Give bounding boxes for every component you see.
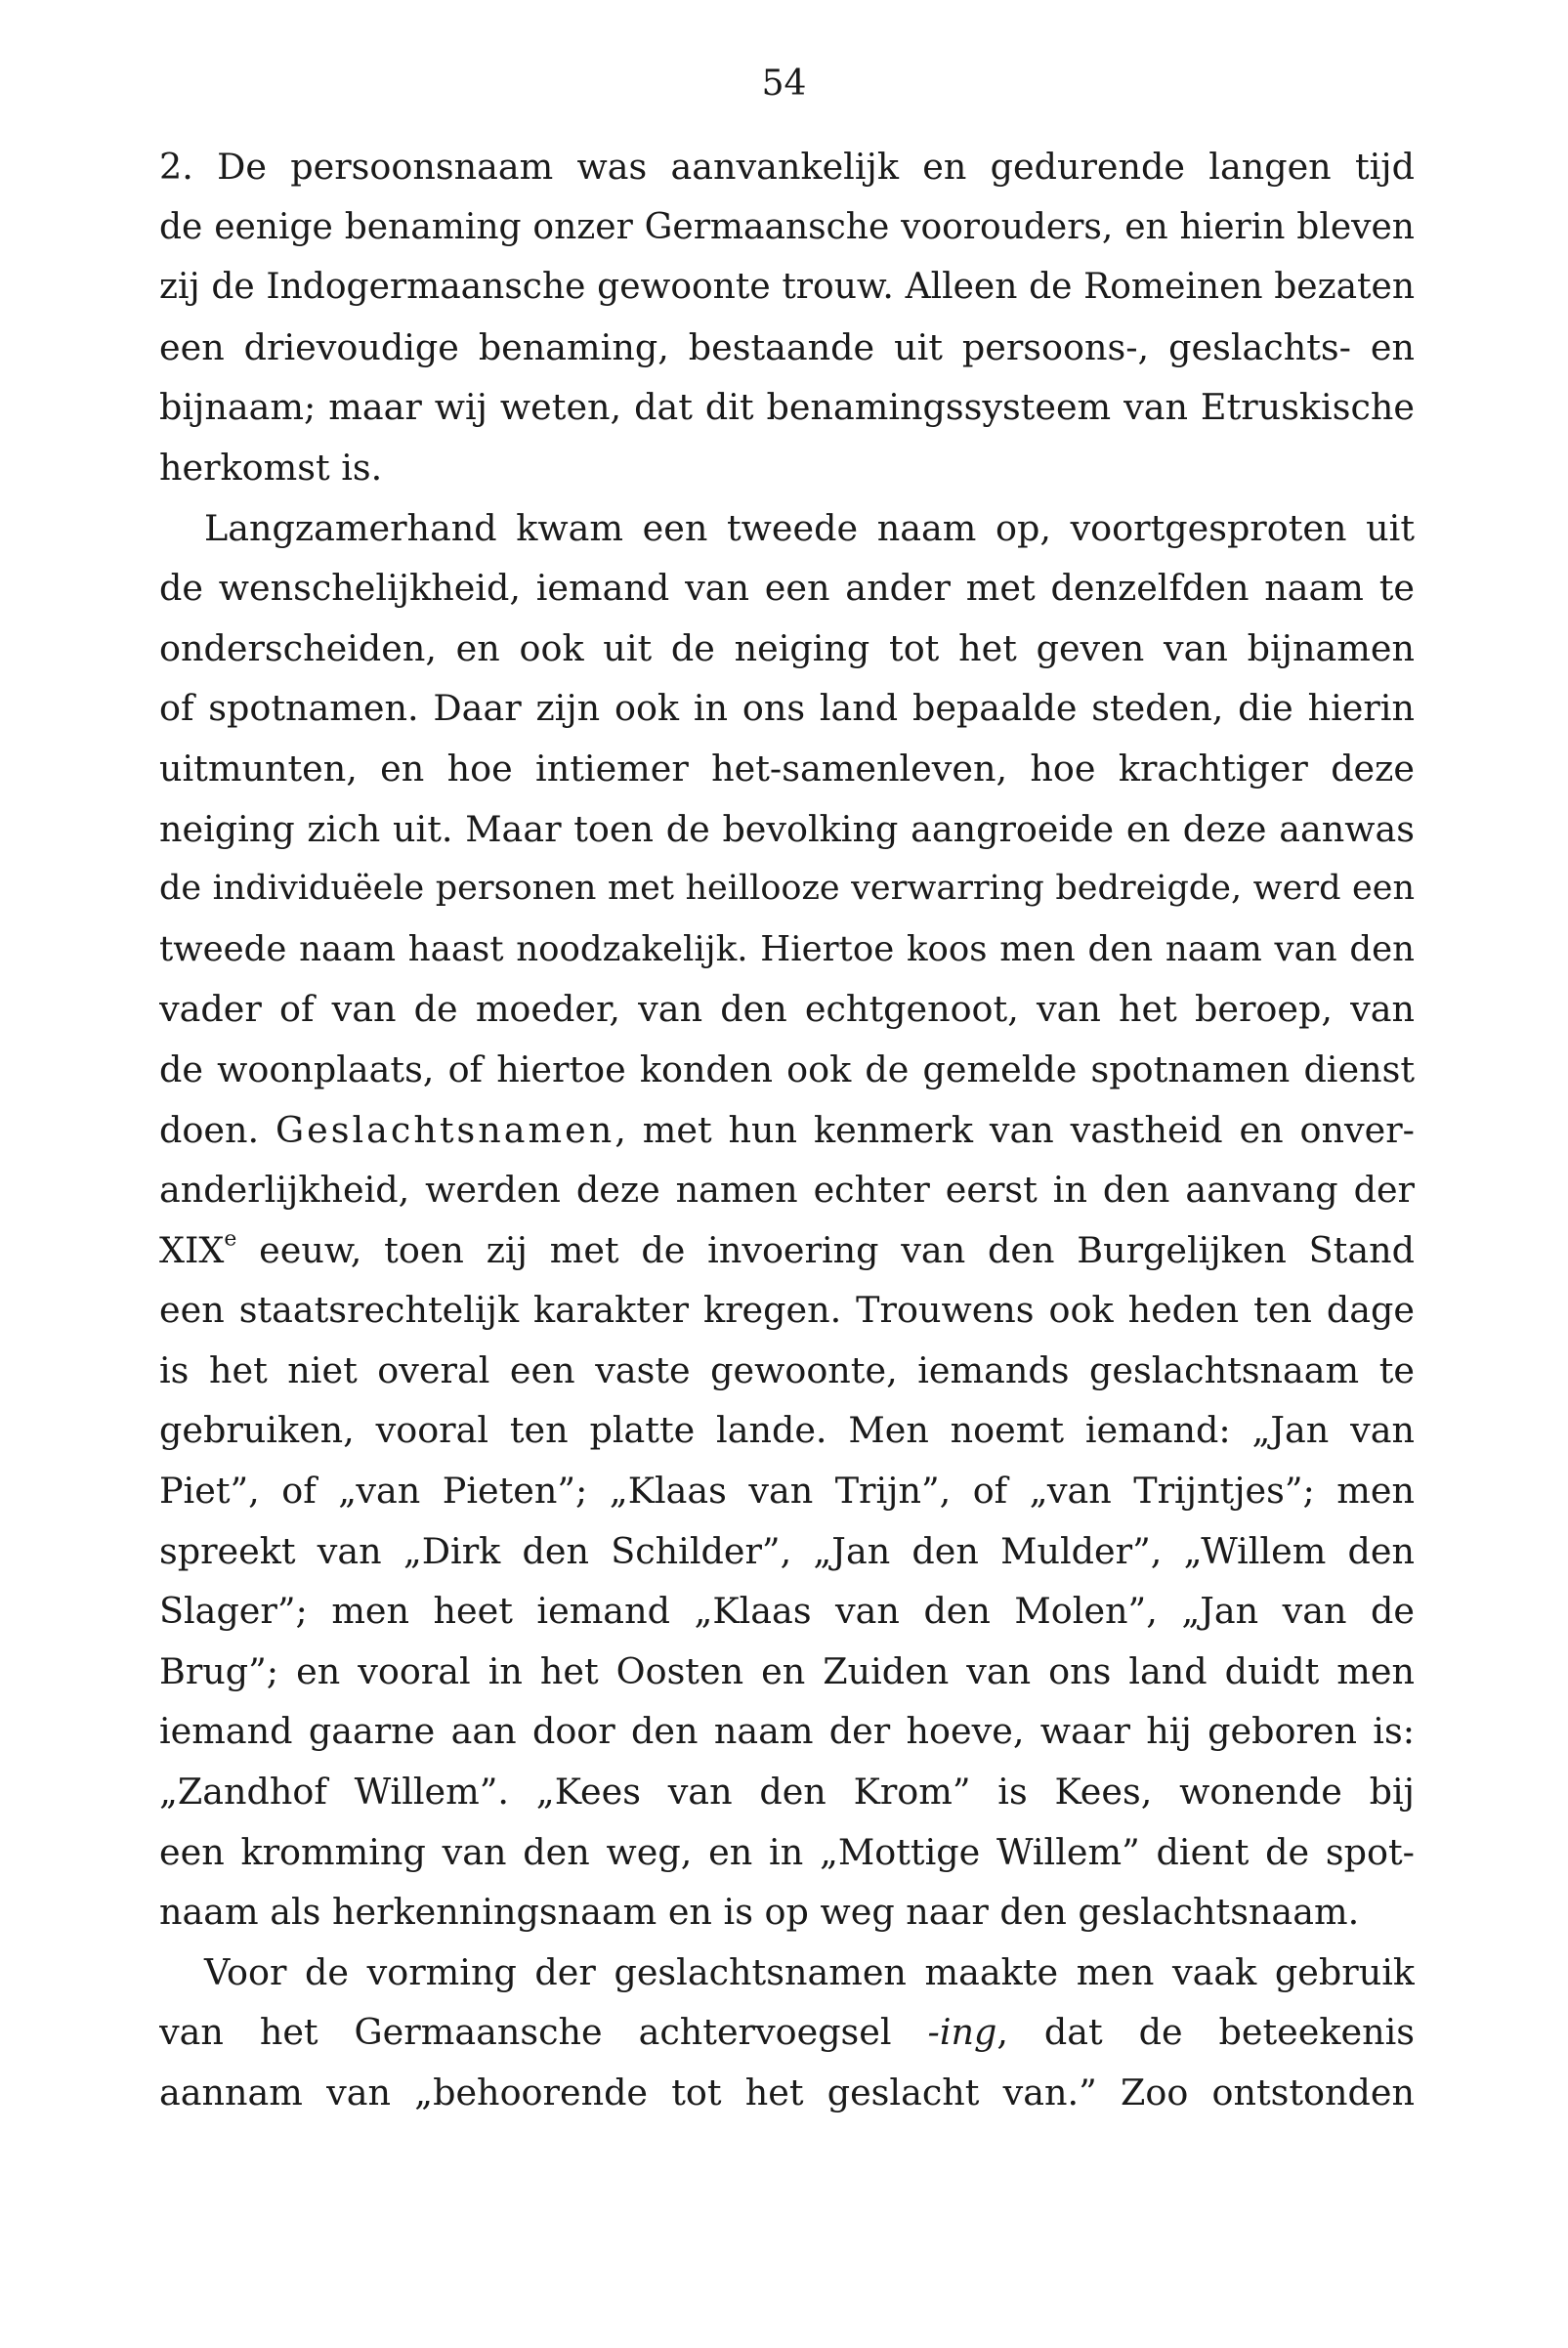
text-line: een drievoudige benaming, bestaande uit persoons-, geslachts- en: [159, 325, 1415, 368]
text-line: de woonplaats, of hiertoe konden ook de gemelde spotnamen dienst: [159, 1047, 1415, 1090]
text-line: „Zandhof Willem”. „Kees van den Krom” is Kees, wonende bij: [159, 1771, 1415, 1814]
text-line: [159, 1220, 1415, 1281]
text-line: een kromming van den weg, en in „Mottige Willem” dient de spot-: [159, 1830, 1415, 1873]
text-line: zij de Indogermaansche gewoonte trouw. Alleen de Romeinen bezaten: [159, 267, 1415, 308]
text-fragment: eeuw, toen zij met de invoering van den Burgelijken Stand: [236, 1228, 1415, 1271]
text-line: vader of van de moeder, van den echtgenoot, van het beroep, van: [159, 988, 1415, 1031]
superscript: e: [224, 1226, 237, 1252]
text-fragment: , met hun kenmerk van vastheid en onver-: [614, 1108, 1415, 1151]
text-line: gebruiken, vooral ten platte lande. Men noemt iemand: „Jan van: [159, 1409, 1415, 1452]
text-line: Langzamerhand kwam een tweede naam op, voortgesproten uit: [204, 506, 1415, 549]
text-line: Slager”; men heet iemand „Klaas van den Molen”, „Jan van de: [159, 1590, 1415, 1633]
text-line: Piet”, of „van Pieten”; „Klaas van Trijn”, of „van Trijntjes”; men: [159, 1470, 1415, 1513]
body-text: [159, 137, 1415, 2123]
italic-suffix: -ing: [927, 2011, 997, 2054]
text-line: is het niet overal een vaste gewoonte, iemands geslachtsnaam te: [159, 1348, 1415, 1391]
text-line: 2. De persoonsnaam was aanvankelijk en gedurende langen tijd: [159, 146, 1415, 188]
text-line: herkomst is.: [159, 446, 383, 489]
text-line: [159, 1100, 1415, 1161]
spaced-term: Geslachtsnamen: [275, 1108, 615, 1151]
text-line: neiging zich uit. Maar toen de bevolking aangroeide en deze aanwas: [159, 807, 1415, 850]
text-line: naam als herkenningsnaam en is op weg naar den geslachtsnaam.: [159, 1891, 1360, 1934]
text-line: tweede naam haast noodzakelijk. Hiertoe koos men den naam van den: [159, 928, 1415, 969]
text-line: de wenschelijkheid, iemand van een ander met denzelfden naam te: [159, 567, 1415, 610]
text-line: uitmunten, en hoe intiemer het-samenleven, hoe krachtiger deze: [159, 747, 1415, 790]
text-line: anderlijkheid, werden deze namen echter eerst in den aanvang der: [159, 1169, 1415, 1212]
text-line: aannam van „behoorende tot het geslacht van.” Zoo ontstonden: [159, 2071, 1415, 2113]
text-fragment: XIX: [159, 1228, 225, 1271]
text-line: de individuëele personen met heillooze verwarring bedreigde, werd een: [159, 869, 1415, 909]
text-line: een staatsrechtelijk karakter kregen. Trouwens ook heden ten dage: [159, 1289, 1415, 1332]
text-line: bijnaam; maar wij weten, dat dit benamingssysteem van Etruskische: [159, 386, 1415, 429]
text-line: Brug”; en vooral in het Oosten en Zuiden van ons land duidt men: [159, 1649, 1415, 1692]
text-line: [159, 2002, 1415, 2063]
text-fragment: doen.: [159, 1108, 275, 1151]
text-fragment: , dat de beteekenis: [996, 2011, 1415, 2054]
text-line: onderscheiden, en ook uit de neiging tot het geven van bijnamen: [159, 626, 1415, 669]
text-line: spreekt van „Dirk den Schilder”, „Jan den Mulder”, „Willem den: [159, 1529, 1415, 1572]
text-line: of spotnamen. Daar zijn ook in ons land bepaalde steden, die hierin: [159, 687, 1415, 730]
text-line: de eenige benaming onzer Germaansche voorouders, en hierin bleven: [159, 206, 1415, 247]
text-fragment: van het Germaansche achtervoegsel: [159, 2011, 928, 2054]
page-number: 54: [761, 64, 807, 104]
text-line: Voor de vorming der geslachtsnamen maakte men vaak gebruik: [204, 1950, 1415, 1993]
text-line: iemand gaarne aan door den naam der hoeve, waar hij geboren is:: [159, 1710, 1415, 1753]
